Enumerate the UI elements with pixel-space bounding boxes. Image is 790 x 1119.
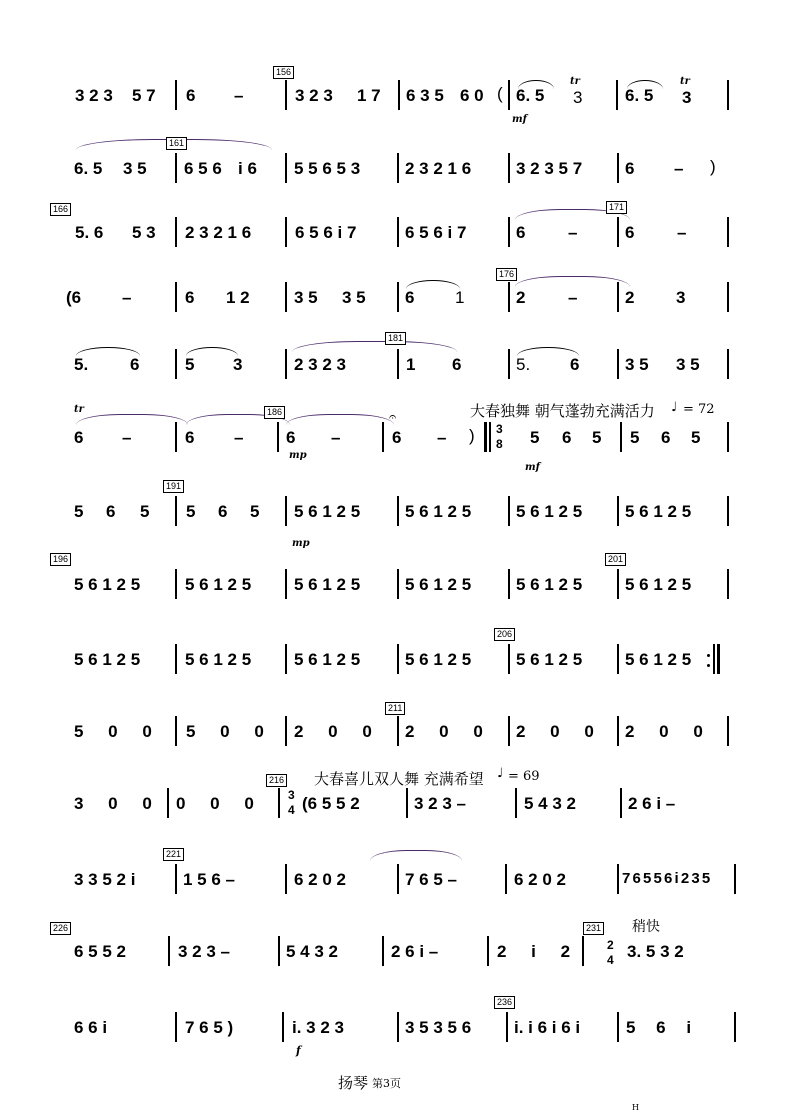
barline [175, 644, 177, 674]
barline [508, 569, 510, 599]
barline [397, 349, 399, 379]
note-group: – [234, 428, 244, 447]
barline [285, 349, 287, 379]
barline [727, 282, 729, 312]
note-group: 6 [562, 428, 572, 447]
note-group: 3 [676, 288, 686, 307]
note-group: 5 6 i [626, 1018, 700, 1037]
note-group: 6 2 0 2 [514, 870, 566, 889]
note-group: 5 6 1 2 5 [185, 650, 252, 669]
note-group: (6 5 5 2 [302, 794, 360, 813]
measure-number: 161 [166, 137, 187, 150]
slur [292, 341, 457, 352]
barline [397, 282, 399, 312]
note-group: 5 6 1 2 5 [405, 575, 472, 594]
dynamic-marking: mf [512, 114, 527, 125]
note-group: 1 [455, 288, 465, 307]
slur [627, 80, 663, 89]
measure-number: 191 [163, 480, 184, 493]
measure-number: 211 [385, 702, 405, 715]
note-group: 2 6 i – [628, 794, 676, 813]
barline [175, 217, 177, 247]
note-group: 3 2 3 [295, 86, 333, 105]
note-group: 5 [74, 502, 84, 521]
staff-row-14 [0, 992, 790, 1062]
barline [167, 788, 169, 818]
slur [515, 276, 630, 287]
note-group: 2 3 2 3 [294, 355, 346, 374]
barline [727, 217, 729, 247]
slur [76, 414, 188, 425]
staff-row-5 [0, 335, 790, 405]
note-group: 2 3 2 1 6 [405, 159, 472, 178]
barline [175, 716, 177, 746]
note-group: 6 [185, 428, 195, 447]
barline [617, 153, 619, 183]
time-signature-top: 3 [288, 788, 295, 802]
staff-row-11 [0, 766, 790, 836]
barline [397, 153, 399, 183]
barline [508, 496, 510, 526]
slur [518, 80, 554, 89]
barline [727, 349, 729, 379]
note-group: 6 5 6 i 7 [405, 223, 467, 242]
note-group: 5 [186, 502, 196, 521]
barline [508, 349, 510, 379]
note-group: 5 5 6 5 3 [294, 159, 361, 178]
note-group: 2 0 0 [405, 722, 493, 741]
barline [397, 569, 399, 599]
barline [617, 349, 619, 379]
barline [397, 716, 399, 746]
tempo-marking: = 69 [508, 769, 540, 784]
barline [617, 716, 619, 746]
note-group: 2 0 0 [516, 722, 604, 741]
note-group: 2 i 2 [497, 942, 581, 961]
note-group: 1 7 [357, 86, 381, 105]
barline [398, 80, 400, 110]
corner-mark: H [632, 1103, 639, 1112]
barline [620, 788, 622, 818]
measure-number: 216 [266, 774, 287, 787]
note-group: 3 2 3 – [414, 794, 466, 813]
barline [515, 788, 517, 818]
note-group: 5. 6 [75, 223, 104, 242]
note-group: 6 5 6 [184, 159, 222, 178]
note-group: 6 [185, 288, 195, 307]
barline [175, 864, 177, 894]
barline [285, 496, 287, 526]
measure-number: 156 [273, 66, 294, 79]
barline [582, 936, 584, 966]
note-group: 6 [625, 159, 635, 178]
barline [617, 1012, 619, 1042]
measure-number: 186 [264, 406, 285, 419]
note-group: 1 5 6 – [183, 870, 235, 889]
note-group: 2 0 0 [625, 722, 713, 741]
note-group: 5 0 0 [74, 722, 162, 741]
barline [727, 496, 729, 526]
note-group: 5 6 1 2 5 [625, 575, 692, 594]
barline [508, 716, 510, 746]
barline [397, 496, 399, 526]
staff-row-10 [0, 698, 790, 768]
note-group: – [331, 428, 341, 447]
barline [175, 349, 177, 379]
note-group: 6. 5 [516, 86, 545, 105]
note-group: 7 6 5 – [405, 870, 457, 889]
note-group: 3 2 3 [75, 86, 113, 105]
note-group: 5 6 1 2 5 [294, 650, 361, 669]
barline [508, 282, 510, 312]
note-group: 6 [570, 355, 580, 374]
barline [175, 496, 177, 526]
note-group: 3 2 3 – [178, 942, 230, 961]
barline [382, 936, 384, 966]
note-group: 6 [516, 223, 526, 242]
barline [508, 644, 510, 674]
note-group: 5 [250, 502, 260, 521]
barline [397, 217, 399, 247]
barline [397, 644, 399, 674]
measure-number: 226 [50, 922, 71, 935]
measure-number: 201 [605, 553, 626, 566]
quarter-note-icon: ♩ [497, 766, 504, 781]
page-number: 第3页 [372, 1077, 401, 1090]
barline [282, 1012, 284, 1042]
instrument-name: 扬琴 [338, 1074, 369, 1092]
note-group: 6 2 0 2 [294, 870, 346, 889]
time-signature-bottom: 4 [607, 953, 614, 967]
barline [505, 864, 507, 894]
barline [734, 1012, 736, 1042]
note-group: 2 6 i – [391, 942, 439, 961]
note-group: – [568, 223, 578, 242]
fermata-mark: 𝄐 [389, 410, 397, 425]
note-group: – [437, 428, 447, 447]
time-signature-top: 2 [607, 938, 614, 952]
note-group: 6 0 [460, 86, 484, 105]
note-group: 3 [233, 355, 243, 374]
repeat-barline [489, 422, 491, 452]
note-group: – [568, 288, 578, 307]
note-group: 5 6 1 2 5 [405, 502, 472, 521]
barline [487, 936, 489, 966]
barline [382, 422, 384, 452]
note-group: i 6 [238, 159, 257, 178]
staff-row-7 [0, 480, 790, 550]
barline [617, 569, 619, 599]
barline [506, 1012, 508, 1042]
staff-row-13 [0, 916, 790, 986]
measure-number: 236 [494, 996, 515, 1009]
trill-mark: tr [570, 76, 580, 87]
slur [286, 414, 394, 425]
note-group: 6 [74, 428, 84, 447]
barline [397, 1012, 399, 1042]
note-group: – [234, 86, 244, 105]
repeat-dot [707, 654, 710, 657]
tempo-text: 稍快 [632, 919, 660, 935]
note-group: 6 [218, 502, 228, 521]
barline [168, 936, 170, 966]
note-group: 6 [661, 428, 671, 447]
measure-number: 231 [583, 922, 604, 935]
page-footer [0, 1068, 790, 1098]
note-group: 6 5 6 i 7 [295, 223, 357, 242]
note-group: 3 5 [294, 288, 318, 307]
staff-row-12 [0, 842, 790, 912]
note-group: 1 2 [226, 288, 250, 307]
note-group: 5 [185, 355, 195, 374]
barline [617, 496, 619, 526]
note-group: 3 5 [676, 355, 700, 374]
note-group: 5 6 1 2 5 [74, 650, 141, 669]
barline [278, 936, 280, 966]
barline [508, 80, 510, 110]
note-group: 6 [186, 86, 196, 105]
note-group: 3 0 0 [74, 794, 162, 813]
staff-row-1 [0, 67, 790, 142]
note-group: 6 [452, 355, 462, 374]
note-group: 5 6 1 2 5 [516, 575, 583, 594]
note-group: 6 [286, 428, 296, 447]
barline [617, 864, 619, 894]
barline [406, 788, 408, 818]
barline [285, 644, 287, 674]
barline [734, 864, 736, 894]
dynamic-marking: mp [292, 538, 310, 549]
note-group: 3 3 5 2 i [74, 870, 136, 889]
note-group: – [677, 223, 687, 242]
note-group: 5 3 [132, 223, 156, 242]
quarter-note-icon: ♩ [671, 400, 678, 415]
note-group: 5 6 1 2 5 [405, 650, 472, 669]
note-group: ) [710, 157, 716, 176]
note-group: 2 [516, 288, 526, 307]
note-group: 3 2 3 5 7 [516, 159, 583, 178]
staff-row-6 [0, 400, 790, 473]
note-group: 5 6 1 2 5 [516, 502, 583, 521]
barline [620, 422, 622, 452]
trill-mark: tr [74, 404, 84, 415]
note-group: i. i 6 i 6 i [514, 1018, 581, 1037]
note-group: i. 3 2 3 [292, 1018, 344, 1037]
measure-number: 206 [494, 628, 515, 641]
note-group: 6 5 5 2 [74, 942, 126, 961]
time-signature-bottom: 4 [288, 803, 295, 817]
note-group: 6 [625, 223, 635, 242]
note-group: 3. 5 3 2 [627, 942, 684, 961]
measure-number: 176 [496, 268, 517, 281]
note-group: 2 3 2 1 6 [185, 223, 252, 242]
repeat-dot [707, 664, 710, 667]
barline [617, 644, 619, 674]
section-title: 大春独舞 朝气蓬勃充满活力 [470, 402, 655, 420]
repeat-barline [484, 422, 487, 452]
note-group: 5 6 1 2 5 [74, 575, 141, 594]
note-group: 5 6 1 2 5 [625, 502, 692, 521]
barline [727, 80, 729, 110]
dynamic-marking: mf [525, 462, 540, 473]
measure-number: 166 [50, 203, 71, 216]
note-group: 6 [405, 288, 415, 307]
slur [370, 850, 462, 861]
note-group: ( [497, 84, 503, 103]
note-group: 0 0 0 [176, 794, 264, 813]
repeat-barline [717, 644, 720, 674]
dynamic-marking: f [296, 1044, 301, 1057]
barline [617, 282, 619, 312]
dynamic-marking: mp [289, 450, 307, 461]
note-group: 5 [592, 428, 602, 447]
barline [175, 422, 177, 452]
measure-number: 221 [163, 848, 184, 861]
note-group: 3 [573, 88, 583, 107]
staff-row-3 [0, 203, 790, 273]
barline [285, 217, 287, 247]
barline [285, 864, 287, 894]
note-group: 5 4 3 2 [524, 794, 576, 813]
barline [175, 153, 177, 183]
note-group: 1 [406, 355, 416, 374]
note-group: 2 [625, 288, 635, 307]
note-group: 3 5 3 5 6 [405, 1018, 472, 1037]
barline [508, 217, 510, 247]
staff-row-8 [0, 553, 790, 623]
note-group: 5 0 0 [186, 722, 274, 741]
staff-row-4 [0, 268, 790, 338]
barline [616, 80, 618, 110]
note-group: 5. [516, 355, 531, 374]
note-group: ) [469, 426, 475, 445]
barline [175, 282, 177, 312]
barline [397, 864, 399, 894]
note-group: 5 7 [132, 86, 156, 105]
barline [285, 716, 287, 746]
note-group: 3 5 [342, 288, 366, 307]
note-group: 3 5 [123, 159, 147, 178]
measure-number: 171 [606, 201, 627, 214]
note-group: 6 6 i [74, 1018, 108, 1037]
barline [175, 1012, 177, 1042]
barline [175, 569, 177, 599]
barline [727, 716, 729, 746]
note-group: 5 6 1 2 5 [516, 650, 583, 669]
barline [727, 422, 729, 452]
note-group: 5 4 3 2 [286, 942, 338, 961]
note-group: 6 [392, 428, 402, 447]
note-group: 6 3 5 [406, 86, 444, 105]
note-group: 6. 5 [625, 86, 654, 105]
note-group: 5 6 1 2 5 [294, 575, 361, 594]
measure-number: 181 [385, 332, 406, 345]
note-group: 6. 5 [74, 159, 103, 178]
note-group: 3 [682, 88, 692, 107]
note-group: 6 [130, 355, 140, 374]
section-title: 大春喜儿双人舞 充满希望 [314, 770, 484, 788]
tempo-marking: = 72 [683, 402, 715, 417]
note-group: – [122, 288, 132, 307]
note-group: – [122, 428, 132, 447]
note-group: 3 5 [625, 355, 649, 374]
barline [617, 217, 619, 247]
note-group: 5 6 1 2 5 [625, 650, 692, 669]
note-group: 5. [74, 355, 89, 374]
note-group: (6 [66, 288, 82, 307]
barline [278, 788, 280, 818]
time-signature-bottom: 8 [496, 437, 503, 451]
staff-row-9 [0, 626, 790, 696]
barline [727, 569, 729, 599]
note-group: 5 [691, 428, 701, 447]
barline [285, 569, 287, 599]
note-group: 5 6 1 2 5 [185, 575, 252, 594]
measure-number: 196 [50, 553, 71, 566]
note-group: 2 0 0 [294, 722, 382, 741]
barline [277, 422, 279, 452]
note-group: – [674, 159, 684, 178]
repeat-barline [713, 644, 715, 674]
trill-mark: tr [680, 76, 690, 87]
note-group: 5 [530, 428, 540, 447]
barline [285, 80, 287, 110]
time-signature-top: 3 [496, 422, 503, 436]
barline [285, 153, 287, 183]
note-group: 5 6 1 2 5 [294, 502, 361, 521]
note-group: 5 [140, 502, 150, 521]
note-group: 6 [106, 502, 116, 521]
note-group: 5 [630, 428, 640, 447]
barline [175, 80, 177, 110]
barline [508, 153, 510, 183]
note-group: 7 6 5 5 6 i 2 3 5 [622, 870, 710, 887]
barline [285, 282, 287, 312]
note-group: 7 6 5 ) [185, 1018, 234, 1037]
